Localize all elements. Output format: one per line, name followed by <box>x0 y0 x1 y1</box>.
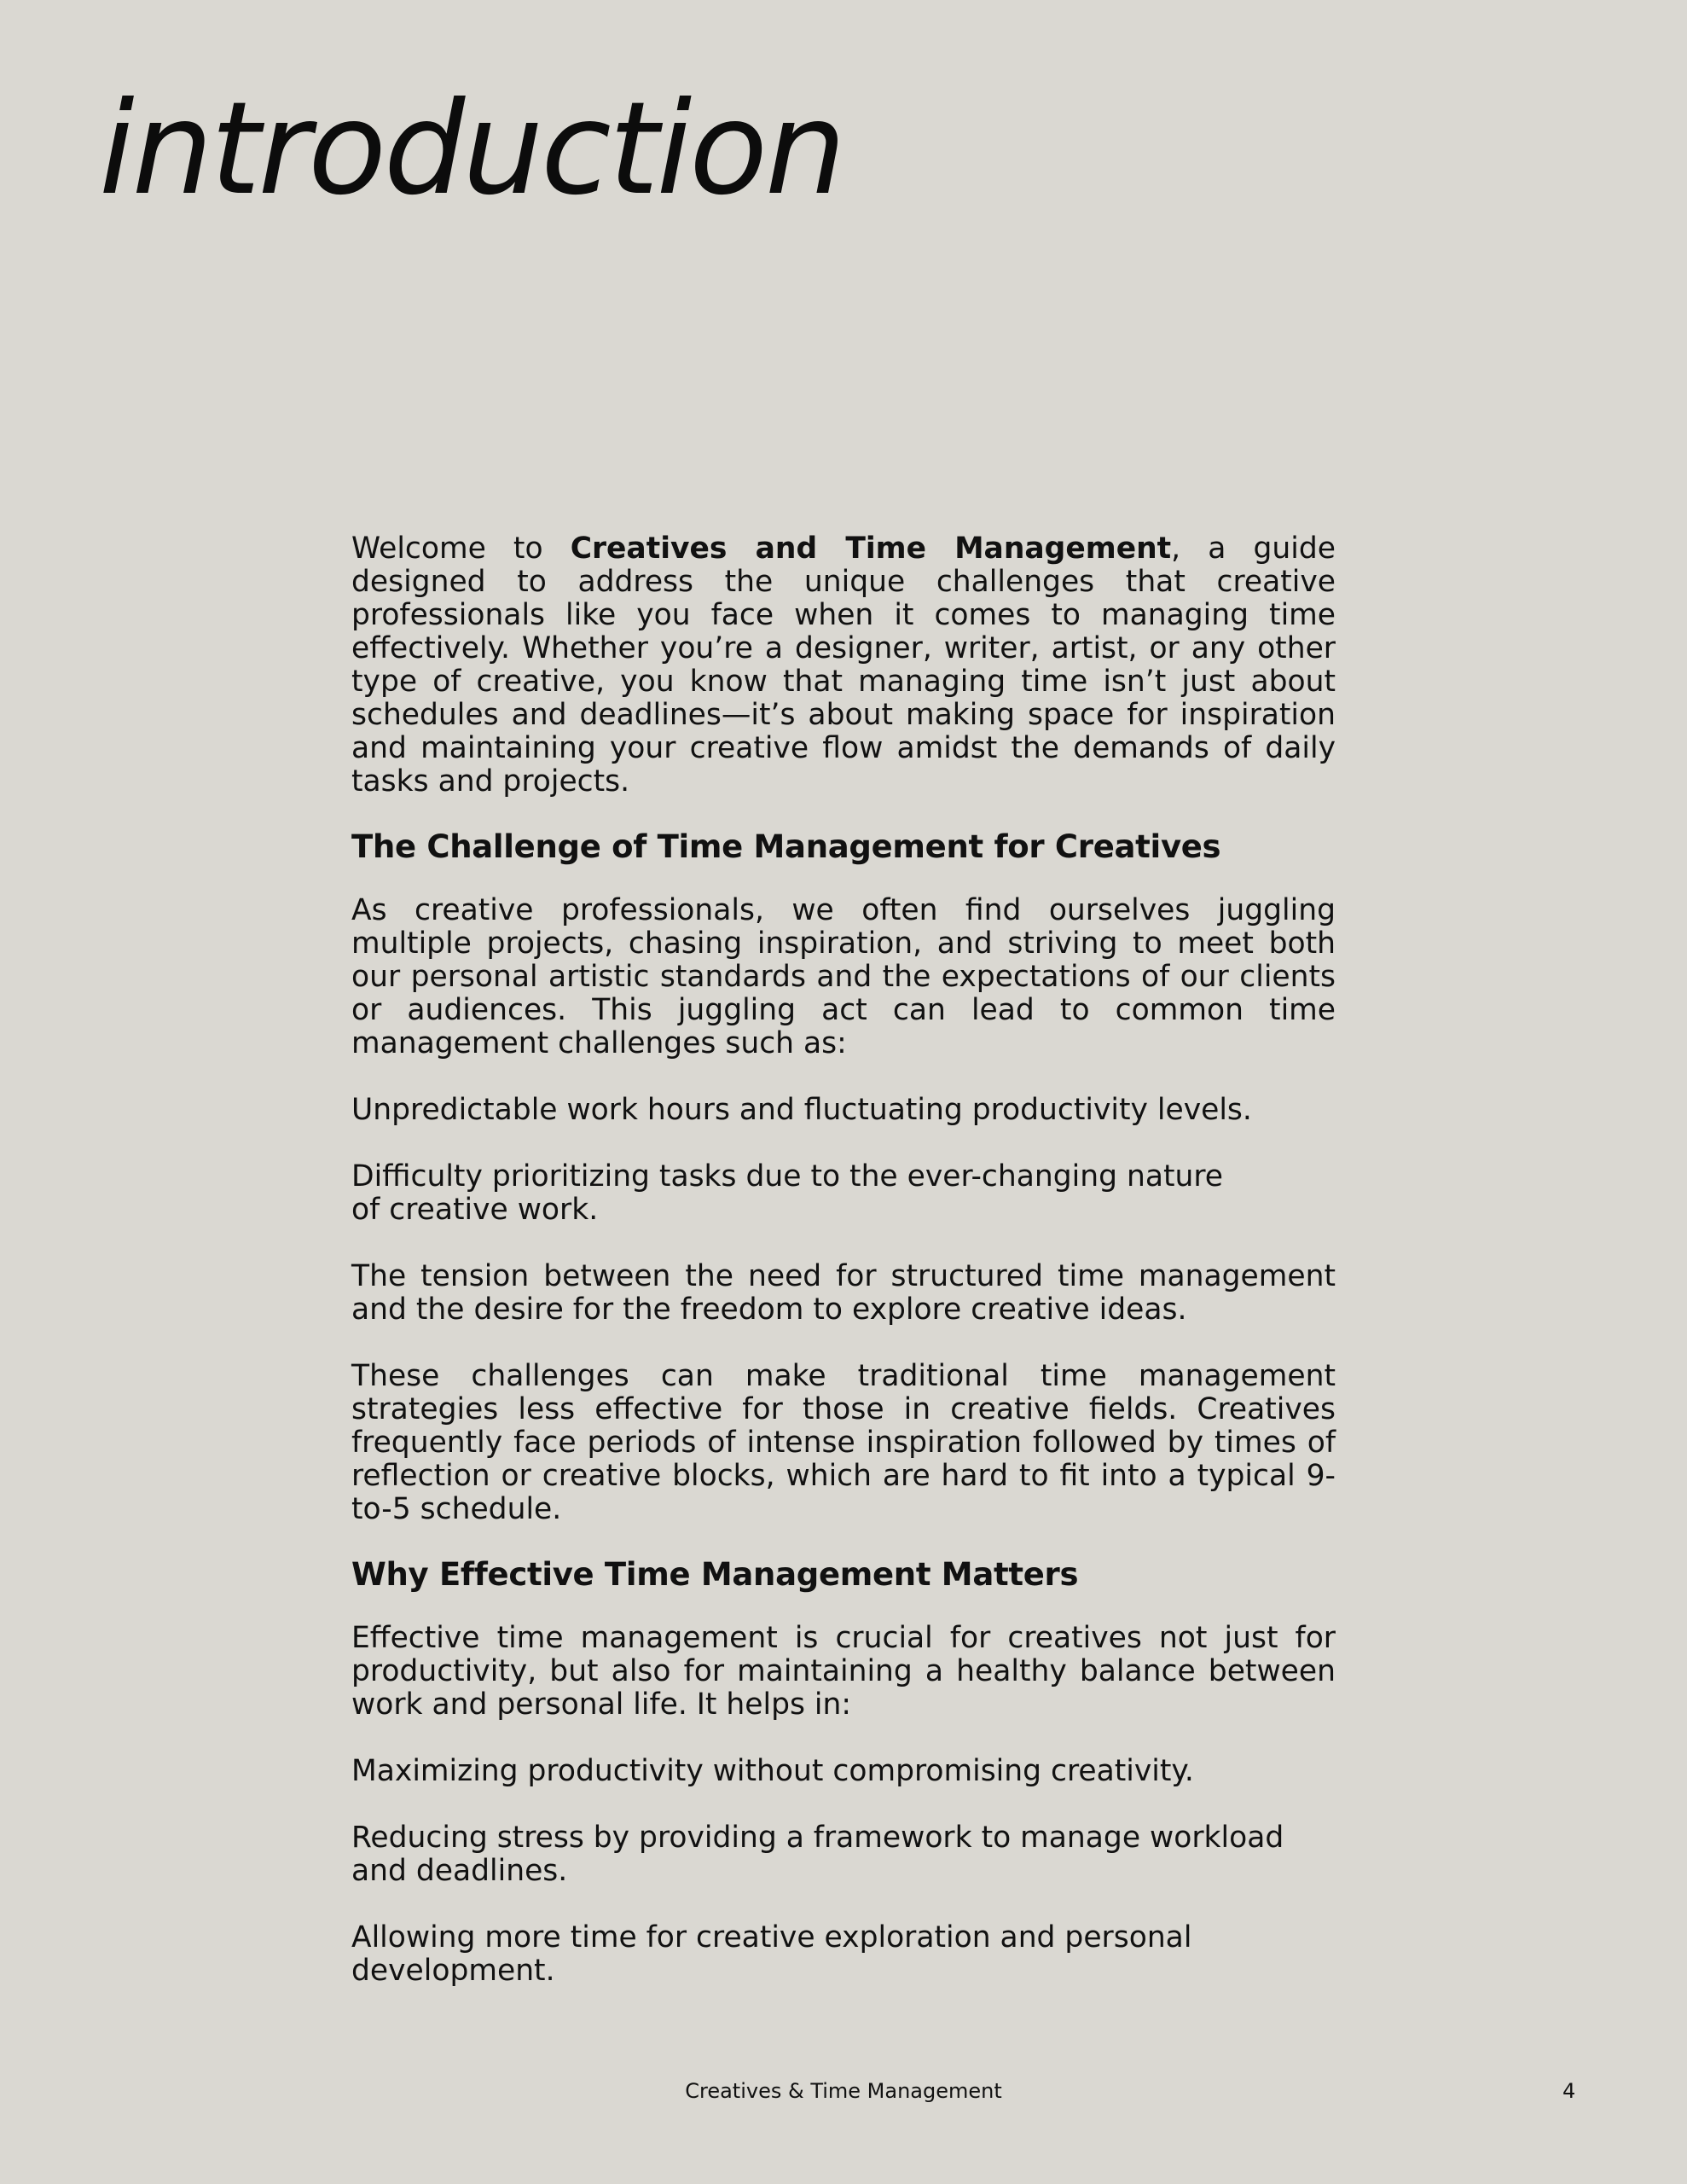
guide-title-bold: Creatives and Time Management <box>570 531 1172 566</box>
intro-lead: Welcome to <box>351 531 571 566</box>
benefit-item-2: Reducing stress by providing a framework to manage workload and deadlines. <box>351 1821 1284 1888</box>
challenge-paragraph: As creative professionals, we often find ourselves juggling multiple projects, chasing inspiration, and striving to meet both our personal artistic standards and the expectations of our clients or audiences. This juggling act can lead to common time management challenges such as: <box>351 893 1336 1060</box>
intro-rest: , a guide designed to address the unique challenges that creative professionals like you face when it comes to managing time effectively. Whether you’re a designer, writer, artist, or any other type of creative, you know that managing time isn’t just about schedules and deadlines—it’s about making space for inspiration and maintaining your creative flow amidst the demands of daily tasks and projects. <box>351 531 1336 799</box>
challenge-closing-paragraph: These challenges can make traditional time management strategies less effective for those in creative fields. Creatives frequently face periods of intense inspiration followed by times of reflection or creative blocks, which are hard to fit into a typical 9-to-5 schedule. <box>351 1359 1336 1526</box>
why-matters-paragraph: Effective time management is crucial for creatives not just for productivity, but also for maintaining a healthy balance between work and personal life. It helps in: <box>351 1621 1336 1722</box>
page-number: 4 <box>1562 2079 1576 2103</box>
footer-title: Creatives & Time Management <box>685 2079 1002 2103</box>
section-heading-challenge: The Challenge of Time Management for Creatives <box>351 828 1221 865</box>
challenge-item-1: Unpredictable work hours and fluctuating productivity levels. <box>351 1093 1252 1127</box>
intro-paragraph <box>351 532 1336 799</box>
section-heading-why-matters: Why Effective Time Management Matters <box>351 1556 1079 1593</box>
page-title: introduction <box>99 75 844 224</box>
challenge-item-3: The tension between the need for structured time management and the desire for the freedom to explore creative ideas. <box>351 1259 1336 1327</box>
challenge-item-2: Difficulty prioritizing tasks due to the ever-changing nature of creative work. <box>351 1159 1224 1227</box>
main-content <box>351 532 1336 2021</box>
benefit-item-3: Allowing more time for creative exploration and personal development. <box>351 1920 1192 1988</box>
benefit-item-1: Maximizing productivity without compromising creativity. <box>351 1754 1194 1788</box>
